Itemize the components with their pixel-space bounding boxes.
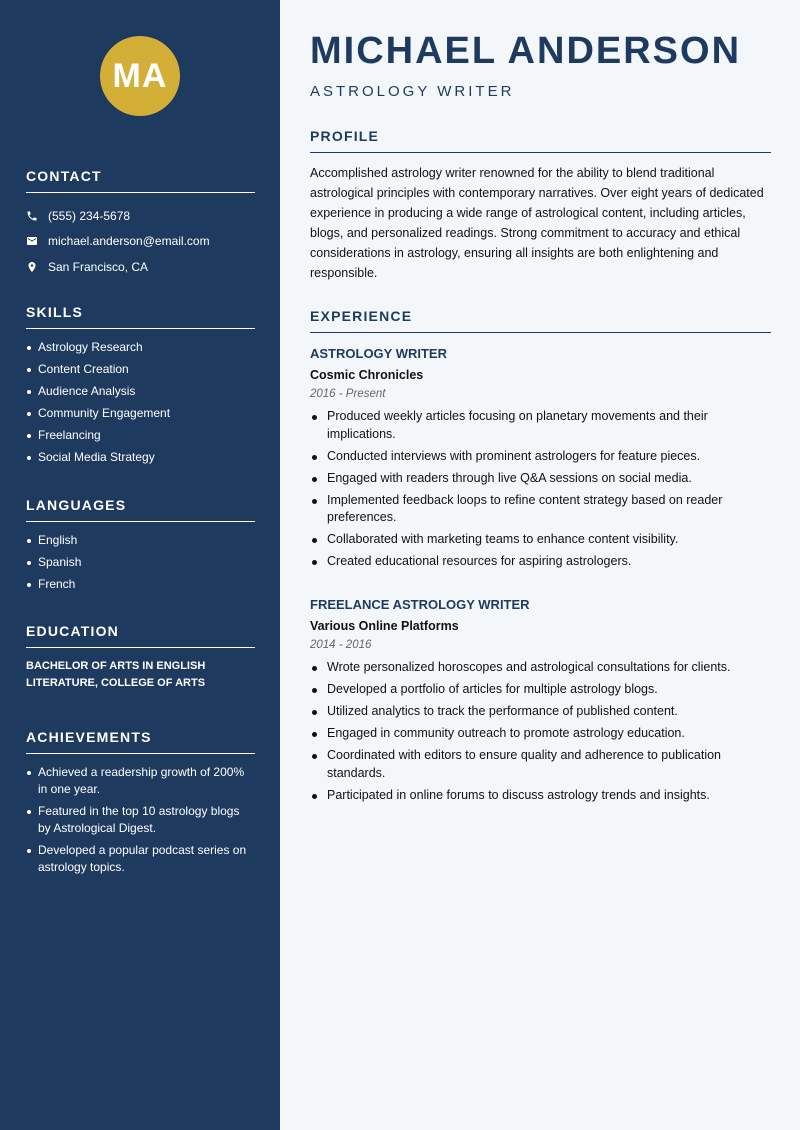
job-entry <box>310 597 771 809</box>
list-item: Audience Analysis <box>26 383 255 400</box>
education-heading: EDUCATION <box>26 623 255 648</box>
list-item: English <box>26 532 255 549</box>
list-item: Achieved a readership growth of 200% in one year. <box>26 764 255 798</box>
contact-location <box>26 254 255 280</box>
list-item: Created educational resources for aspiring astrologers. <box>310 553 771 571</box>
experience-section <box>310 308 771 333</box>
job-dates: 2016 - Present <box>310 388 386 400</box>
achievements-list <box>26 764 255 876</box>
list-item: Spanish <box>26 554 255 571</box>
contact-phone <box>26 203 255 229</box>
list-item: Social Media Strategy <box>26 449 255 466</box>
list-item: Conducted interviews with prominent astrologers for feature pieces. <box>310 448 771 466</box>
contact-heading: CONTACT <box>26 168 255 193</box>
skills-section <box>26 304 255 471</box>
avatar <box>100 36 180 116</box>
list-item: Community Engagement <box>26 405 255 422</box>
contact-location-text: San Francisco, CA <box>48 259 149 274</box>
list-item: Developed a popular podcast series on astrology topics. <box>26 842 255 876</box>
skills-heading: SKILLS <box>26 304 255 329</box>
experience-heading: EXPERIENCE <box>310 308 771 333</box>
languages-list <box>26 532 255 593</box>
list-item: Collaborated with marketing teams to enhance content visibility. <box>310 531 771 549</box>
job-bullets <box>310 408 771 571</box>
list-item: Engaged with readers through live Q&A sessions on social media. <box>310 470 771 488</box>
list-item: Content Creation <box>26 361 255 378</box>
list-item: Coordinated with editors to ensure quality and adherence to publication standards. <box>310 747 771 782</box>
languages-heading: LANGUAGES <box>26 497 255 522</box>
contact-email <box>26 229 255 255</box>
job-company: Cosmic Chronicles <box>310 368 424 382</box>
profile-text: Accomplished astrology writer renowned for the ability to blend traditional astrological principles with contemporary narratives. Over eight years of dedicated experience in producing a wide range of astrological content, including articles, blogs, and personalized readings. Strong commitment to accuracy and ethical considerations in astrology, ensuring all insights are both enlightening and responsible. <box>310 166 764 280</box>
job-dates: 2014 - 2016 <box>310 639 372 651</box>
list-item: Astrology Research <box>26 339 255 356</box>
contact-list <box>26 203 255 280</box>
job-title: ASTROLOGY WRITER <box>310 346 447 361</box>
contact-phone-text[interactable]: (555) 234-5678 <box>48 208 131 223</box>
list-item: Participated in online forums to discuss astrology trends and insights. <box>310 787 771 805</box>
avatar-initials: MA <box>112 56 168 95</box>
education-section <box>26 623 255 692</box>
contact-section <box>26 168 255 280</box>
job-title: FREELANCE ASTROLOGY WRITER <box>310 597 530 612</box>
skills-list <box>26 339 255 466</box>
location-pin-icon <box>26 261 48 273</box>
list-item: Wrote personalized horoscopes and astrological consultations for clients. <box>310 659 771 677</box>
sidebar <box>0 0 280 1130</box>
profile-section <box>310 128 771 283</box>
achievements-heading: ACHIEVEMENTS <box>26 729 255 754</box>
job-bullets <box>310 659 771 804</box>
job-company: Various Online Platforms <box>310 619 459 633</box>
list-item: Engaged in community outreach to promote astrology education. <box>310 725 771 743</box>
list-item: Featured in the top 10 astrology blogs by Astrological Digest. <box>26 803 255 837</box>
achievements-section <box>26 729 255 881</box>
profile-heading: PROFILE <box>310 128 771 153</box>
email-icon <box>26 235 48 247</box>
list-item: Produced weekly articles focusing on planetary movements and their implications. <box>310 408 771 443</box>
list-item: Utilized analytics to track the performance of published content. <box>310 703 771 721</box>
list-item: Freelancing <box>26 427 255 444</box>
languages-section <box>26 497 255 598</box>
list-item: Implemented feedback loops to refine content strategy based on reader preferences. <box>310 492 771 527</box>
phone-icon <box>26 210 48 222</box>
job-entry <box>310 346 771 575</box>
list-item: Developed a portfolio of articles for multiple astrology blogs. <box>310 681 771 699</box>
education-degree: BACHELOR OF ARTS IN ENGLISH LITERATURE, COLLEGE OF ARTS <box>26 660 206 689</box>
page-title: MICHAEL ANDERSON <box>310 30 742 72</box>
job-title-subtitle: ASTROLOGY WRITER <box>310 83 515 100</box>
contact-email-text[interactable]: michael.anderson@email.com <box>48 234 210 249</box>
list-item: French <box>26 576 255 593</box>
